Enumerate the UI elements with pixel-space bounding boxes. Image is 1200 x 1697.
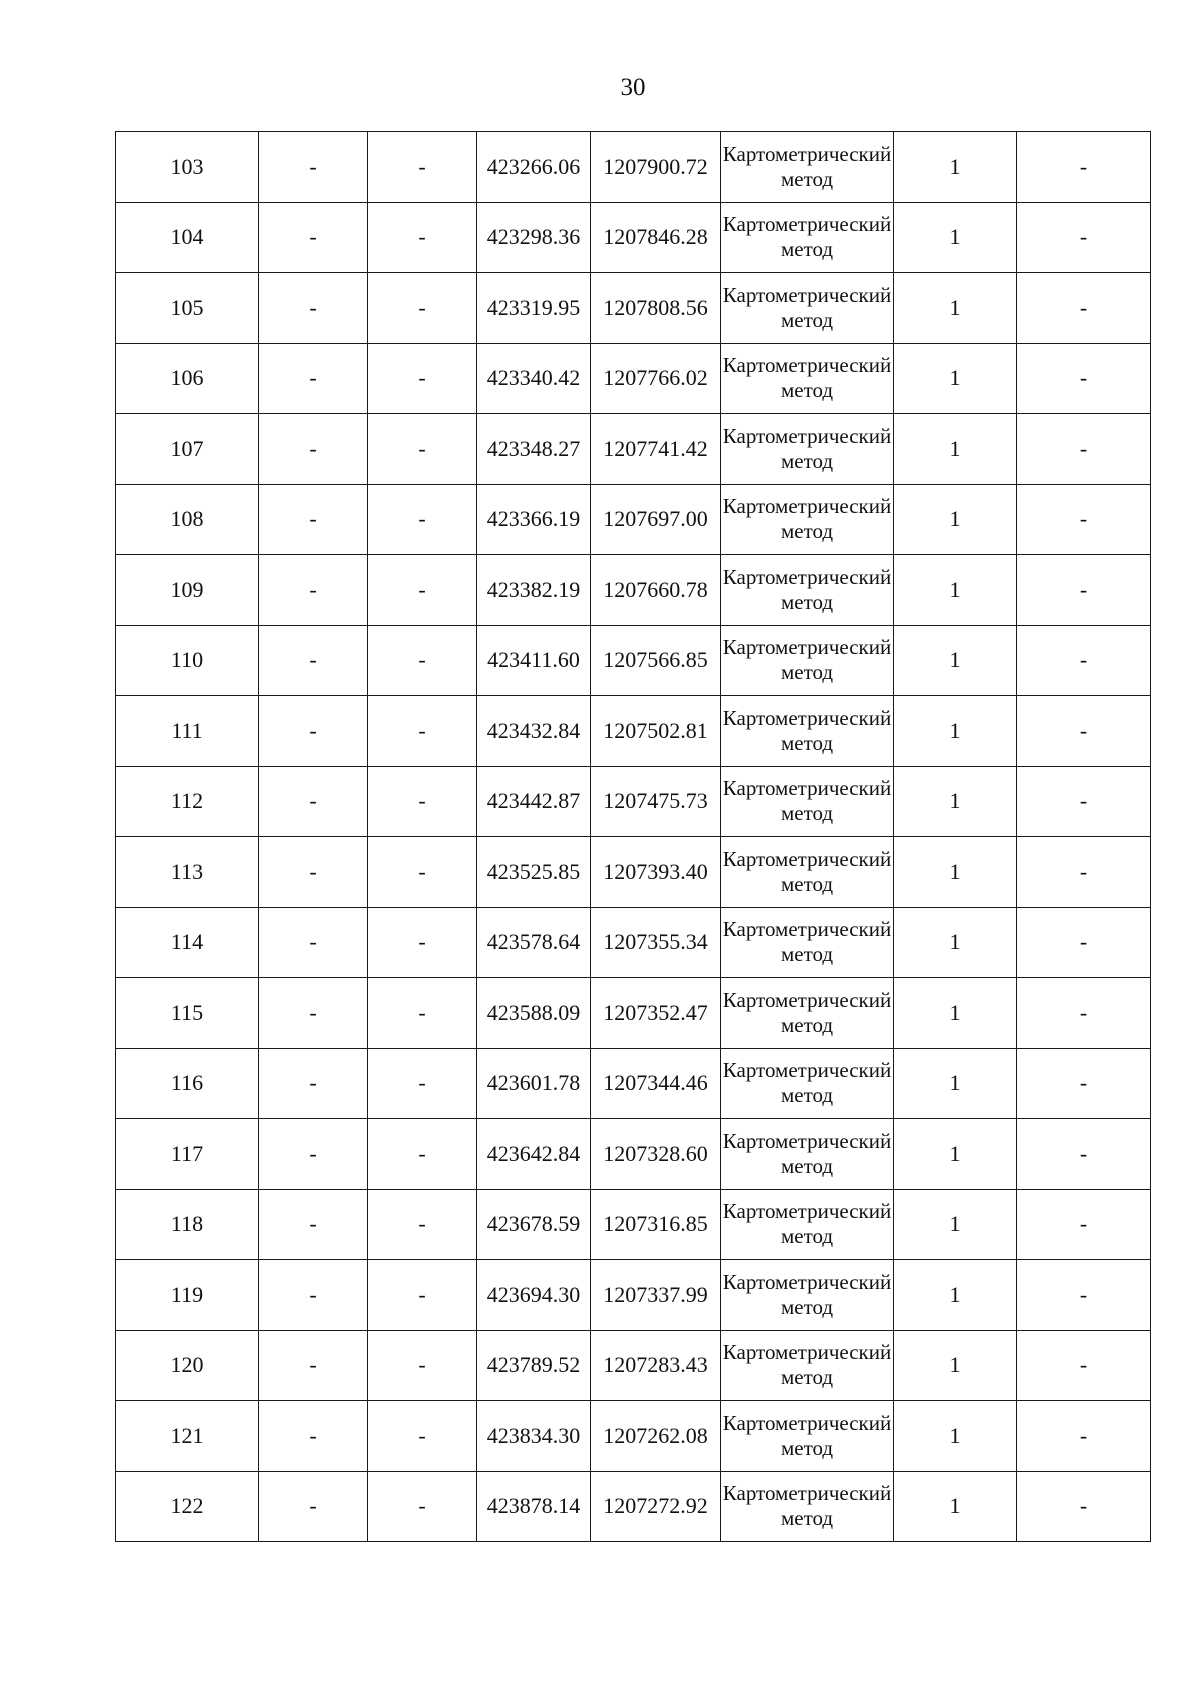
x-coordinate-cell: 423266.06 xyxy=(477,132,591,203)
empty-value-cell: - xyxy=(368,555,477,626)
note-cell: - xyxy=(1017,202,1151,273)
y-coordinate-cell: 1207355.34 xyxy=(591,907,721,978)
note-cell: - xyxy=(1017,1260,1151,1331)
accuracy-cell: 1 xyxy=(894,414,1017,485)
empty-value-cell: - xyxy=(259,766,368,837)
method-cell: Картометрический метод xyxy=(721,1119,894,1190)
empty-value-cell: - xyxy=(259,273,368,344)
point-number-cell: 119 xyxy=(116,1260,259,1331)
empty-value-cell: - xyxy=(259,414,368,485)
table-row xyxy=(116,978,1151,1049)
y-coordinate-cell: 1207697.00 xyxy=(591,484,721,555)
method-cell: Картометрический метод xyxy=(721,625,894,696)
point-number-cell: 110 xyxy=(116,625,259,696)
table-row xyxy=(116,484,1151,555)
point-number-cell: 104 xyxy=(116,202,259,273)
empty-value-cell: - xyxy=(259,1260,368,1331)
y-coordinate-cell: 1207900.72 xyxy=(591,132,721,203)
point-number-cell: 122 xyxy=(116,1471,259,1542)
empty-value-cell: - xyxy=(368,1119,477,1190)
empty-value-cell: - xyxy=(368,414,477,485)
table-row xyxy=(116,132,1151,203)
note-cell: - xyxy=(1017,414,1151,485)
method-cell: Картометрический метод xyxy=(721,132,894,203)
note-cell: - xyxy=(1017,1330,1151,1401)
empty-value-cell: - xyxy=(368,1048,477,1119)
x-coordinate-cell: 423588.09 xyxy=(477,978,591,1049)
empty-value-cell: - xyxy=(368,766,477,837)
point-number-cell: 109 xyxy=(116,555,259,626)
y-coordinate-cell: 1207393.40 xyxy=(591,837,721,908)
accuracy-cell: 1 xyxy=(894,273,1017,344)
note-cell: - xyxy=(1017,1119,1151,1190)
empty-value-cell: - xyxy=(368,1330,477,1401)
empty-value-cell: - xyxy=(368,978,477,1049)
empty-value-cell: - xyxy=(259,202,368,273)
method-cell: Картометрический метод xyxy=(721,978,894,1049)
note-cell: - xyxy=(1017,766,1151,837)
empty-value-cell: - xyxy=(259,907,368,978)
point-number-cell: 118 xyxy=(116,1189,259,1260)
table-row xyxy=(116,1119,1151,1190)
point-number-cell: 105 xyxy=(116,273,259,344)
point-number-cell: 115 xyxy=(116,978,259,1049)
method-cell: Картометрический метод xyxy=(721,837,894,908)
accuracy-cell: 1 xyxy=(894,625,1017,696)
x-coordinate-cell: 423834.30 xyxy=(477,1401,591,1472)
empty-value-cell: - xyxy=(368,484,477,555)
method-cell: Картометрический метод xyxy=(721,414,894,485)
x-coordinate-cell: 423382.19 xyxy=(477,555,591,626)
y-coordinate-cell: 1207316.85 xyxy=(591,1189,721,1260)
x-coordinate-cell: 423411.60 xyxy=(477,625,591,696)
point-number-cell: 103 xyxy=(116,132,259,203)
table-row xyxy=(116,555,1151,626)
x-coordinate-cell: 423789.52 xyxy=(477,1330,591,1401)
x-coordinate-cell: 423319.95 xyxy=(477,273,591,344)
table-row xyxy=(116,1048,1151,1119)
method-cell: Картометрический метод xyxy=(721,907,894,978)
empty-value-cell: - xyxy=(259,696,368,767)
accuracy-cell: 1 xyxy=(894,1260,1017,1331)
accuracy-cell: 1 xyxy=(894,1048,1017,1119)
table-row xyxy=(116,625,1151,696)
empty-value-cell: - xyxy=(368,696,477,767)
empty-value-cell: - xyxy=(368,1401,477,1472)
x-coordinate-cell: 423298.36 xyxy=(477,202,591,273)
table-row xyxy=(116,1189,1151,1260)
y-coordinate-cell: 1207741.42 xyxy=(591,414,721,485)
x-coordinate-cell: 423678.59 xyxy=(477,1189,591,1260)
point-number-cell: 106 xyxy=(116,343,259,414)
point-number-cell: 113 xyxy=(116,837,259,908)
x-coordinate-cell: 423694.30 xyxy=(477,1260,591,1331)
x-coordinate-cell: 423366.19 xyxy=(477,484,591,555)
empty-value-cell: - xyxy=(259,1330,368,1401)
empty-value-cell: - xyxy=(368,343,477,414)
empty-value-cell: - xyxy=(368,132,477,203)
method-cell: Картометрический метод xyxy=(721,202,894,273)
point-number-cell: 116 xyxy=(116,1048,259,1119)
empty-value-cell: - xyxy=(259,625,368,696)
empty-value-cell: - xyxy=(259,484,368,555)
note-cell: - xyxy=(1017,1401,1151,1472)
empty-value-cell: - xyxy=(259,837,368,908)
accuracy-cell: 1 xyxy=(894,696,1017,767)
method-cell: Картометрический метод xyxy=(721,696,894,767)
table-row xyxy=(116,1260,1151,1331)
empty-value-cell: - xyxy=(368,1189,477,1260)
point-number-cell: 121 xyxy=(116,1401,259,1472)
x-coordinate-cell: 423578.64 xyxy=(477,907,591,978)
point-number-cell: 111 xyxy=(116,696,259,767)
y-coordinate-cell: 1207502.81 xyxy=(591,696,721,767)
x-coordinate-cell: 423348.27 xyxy=(477,414,591,485)
empty-value-cell: - xyxy=(259,1119,368,1190)
accuracy-cell: 1 xyxy=(894,1189,1017,1260)
method-cell: Картометрический метод xyxy=(721,1401,894,1472)
method-cell: Картометрический метод xyxy=(721,1330,894,1401)
table-row xyxy=(116,907,1151,978)
empty-value-cell: - xyxy=(368,625,477,696)
coordinates-table xyxy=(115,131,1151,1542)
table-row xyxy=(116,766,1151,837)
table-row xyxy=(116,837,1151,908)
table-row xyxy=(116,414,1151,485)
note-cell: - xyxy=(1017,907,1151,978)
note-cell: - xyxy=(1017,273,1151,344)
empty-value-cell: - xyxy=(259,1048,368,1119)
method-cell: Картометрический метод xyxy=(721,484,894,555)
note-cell: - xyxy=(1017,1471,1151,1542)
accuracy-cell: 1 xyxy=(894,202,1017,273)
x-coordinate-cell: 423432.84 xyxy=(477,696,591,767)
method-cell: Картометрический метод xyxy=(721,766,894,837)
empty-value-cell: - xyxy=(259,978,368,1049)
table-row xyxy=(116,1330,1151,1401)
accuracy-cell: 1 xyxy=(894,1471,1017,1542)
accuracy-cell: 1 xyxy=(894,343,1017,414)
y-coordinate-cell: 1207808.56 xyxy=(591,273,721,344)
empty-value-cell: - xyxy=(259,1189,368,1260)
x-coordinate-cell: 423642.84 xyxy=(477,1119,591,1190)
empty-value-cell: - xyxy=(368,837,477,908)
accuracy-cell: 1 xyxy=(894,1119,1017,1190)
point-number-cell: 112 xyxy=(116,766,259,837)
y-coordinate-cell: 1207328.60 xyxy=(591,1119,721,1190)
accuracy-cell: 1 xyxy=(894,978,1017,1049)
table-row xyxy=(116,1471,1151,1542)
y-coordinate-cell: 1207344.46 xyxy=(591,1048,721,1119)
note-cell: - xyxy=(1017,978,1151,1049)
x-coordinate-cell: 423525.85 xyxy=(477,837,591,908)
x-coordinate-cell: 423878.14 xyxy=(477,1471,591,1542)
note-cell: - xyxy=(1017,625,1151,696)
y-coordinate-cell: 1207262.08 xyxy=(591,1401,721,1472)
empty-value-cell: - xyxy=(368,273,477,344)
method-cell: Картометрический метод xyxy=(721,1471,894,1542)
y-coordinate-cell: 1207352.47 xyxy=(591,978,721,1049)
note-cell: - xyxy=(1017,696,1151,767)
y-coordinate-cell: 1207475.73 xyxy=(591,766,721,837)
y-coordinate-cell: 1207566.85 xyxy=(591,625,721,696)
accuracy-cell: 1 xyxy=(894,766,1017,837)
note-cell: - xyxy=(1017,1189,1151,1260)
point-number-cell: 107 xyxy=(116,414,259,485)
note-cell: - xyxy=(1017,484,1151,555)
point-number-cell: 114 xyxy=(116,907,259,978)
x-coordinate-cell: 423601.78 xyxy=(477,1048,591,1119)
y-coordinate-cell: 1207846.28 xyxy=(591,202,721,273)
y-coordinate-cell: 1207766.02 xyxy=(591,343,721,414)
note-cell: - xyxy=(1017,555,1151,626)
accuracy-cell: 1 xyxy=(894,837,1017,908)
y-coordinate-cell: 1207283.43 xyxy=(591,1330,721,1401)
table-row xyxy=(116,696,1151,767)
x-coordinate-cell: 423340.42 xyxy=(477,343,591,414)
x-coordinate-cell: 423442.87 xyxy=(477,766,591,837)
point-number-cell: 108 xyxy=(116,484,259,555)
y-coordinate-cell: 1207337.99 xyxy=(591,1260,721,1331)
empty-value-cell: - xyxy=(259,343,368,414)
accuracy-cell: 1 xyxy=(894,555,1017,626)
method-cell: Картометрический метод xyxy=(721,1189,894,1260)
note-cell: - xyxy=(1017,837,1151,908)
point-number-cell: 117 xyxy=(116,1119,259,1190)
y-coordinate-cell: 1207660.78 xyxy=(591,555,721,626)
note-cell: - xyxy=(1017,132,1151,203)
table-row xyxy=(116,202,1151,273)
note-cell: - xyxy=(1017,343,1151,414)
empty-value-cell: - xyxy=(368,1471,477,1542)
method-cell: Картометрический метод xyxy=(721,555,894,626)
empty-value-cell: - xyxy=(259,555,368,626)
point-number-cell: 120 xyxy=(116,1330,259,1401)
method-cell: Картометрический метод xyxy=(721,343,894,414)
method-cell: Картометрический метод xyxy=(721,1260,894,1331)
y-coordinate-cell: 1207272.92 xyxy=(591,1471,721,1542)
empty-value-cell: - xyxy=(259,1471,368,1542)
accuracy-cell: 1 xyxy=(894,132,1017,203)
method-cell: Картометрический метод xyxy=(721,1048,894,1119)
note-cell: - xyxy=(1017,1048,1151,1119)
table-row xyxy=(116,1401,1151,1472)
empty-value-cell: - xyxy=(259,132,368,203)
empty-value-cell: - xyxy=(259,1401,368,1472)
accuracy-cell: 1 xyxy=(894,1401,1017,1472)
empty-value-cell: - xyxy=(368,1260,477,1331)
page-number: 30 xyxy=(620,74,646,101)
empty-value-cell: - xyxy=(368,907,477,978)
accuracy-cell: 1 xyxy=(894,907,1017,978)
accuracy-cell: 1 xyxy=(894,1330,1017,1401)
table-body xyxy=(116,132,1151,1542)
table-row xyxy=(116,343,1151,414)
method-cell: Картометрический метод xyxy=(721,273,894,344)
accuracy-cell: 1 xyxy=(894,484,1017,555)
table-row xyxy=(116,273,1151,344)
empty-value-cell: - xyxy=(368,202,477,273)
